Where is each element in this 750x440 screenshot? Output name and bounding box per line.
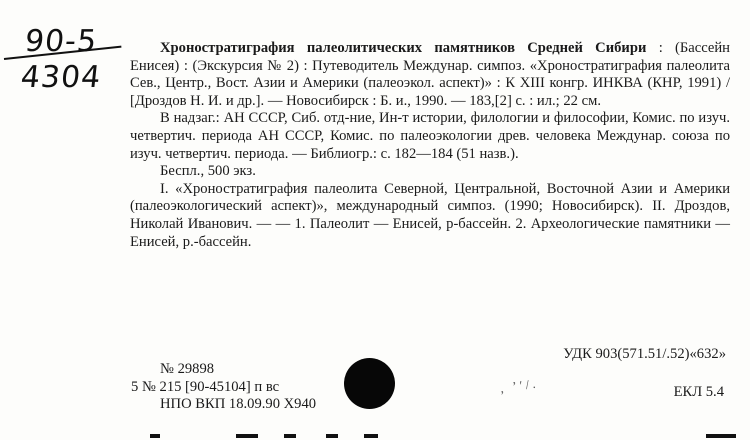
handwritten-shelfmark-top: 90-5 — [23, 24, 99, 59]
print-info-line: 5 № 215 [90-45104] п вс — [131, 379, 280, 395]
entry-edition: Беспл., 500 экз. — [160, 163, 256, 180]
ink-smudge-mark: , ʼ′/. — [499, 375, 540, 396]
entry-note: В надзаг.: АН СССР, Сиб. отд-ние, Ин-т истории, филологии и философии, Комис. по изуч. четвертич. периода АН СССР, Комис. по палеоэкологии древ. человека Междунар. союза по изуч. четвертич. периода. — Библиогр.: с. 182—184 (51 назв.). — [130, 110, 730, 162]
entry-tracings: I. «Хроностратиграфия палеолита Северной, Центральной, Восточной Азии и Америки (палеоэкологический аспект)», международный симпоз. (1990; Новосибирск). II. Дроздов, Николай Иванович. — — 1. Палеолит — Енисей, р-бассейн. 2. Археологические памятники — Енисей, р.-бассейн. — [130, 180, 730, 250]
order-number: № 29898 — [160, 361, 215, 377]
ekl-code: ЕКЛ 5.4 — [673, 384, 724, 400]
handwritten-shelfmark-bottom: 4304 — [18, 60, 104, 95]
npo-line: НПО ВКП 18.09.90 Х940 — [160, 396, 317, 412]
bottom-edge-marks — [150, 432, 750, 440]
udk-code: УДК 903(571.51/.52)«632» — [563, 346, 726, 362]
punched-hole — [344, 358, 395, 409]
entry-paragraph — [130, 40, 730, 110]
entry-title: Хроностратиграфия палеолитических памятников Средней Сибири — [160, 40, 647, 56]
bibliographic-record — [130, 40, 730, 251]
entry-description: : (Бассейн Енисея) : (Экскурсия № 2) : Путеводитель Междунар. симпоз. «Хроностратиграфия палеолита Сев., Центр., Вост. Азии и Америки (палеоэкол. аспект)» : К XIII конгр. ИНКВА (КНР, 1991) / [Дроздов Н. И. и др.]. — Новосибирск : Б. и., 1990. — 183,[2] с. : ил.; 22 см. — [130, 40, 730, 109]
